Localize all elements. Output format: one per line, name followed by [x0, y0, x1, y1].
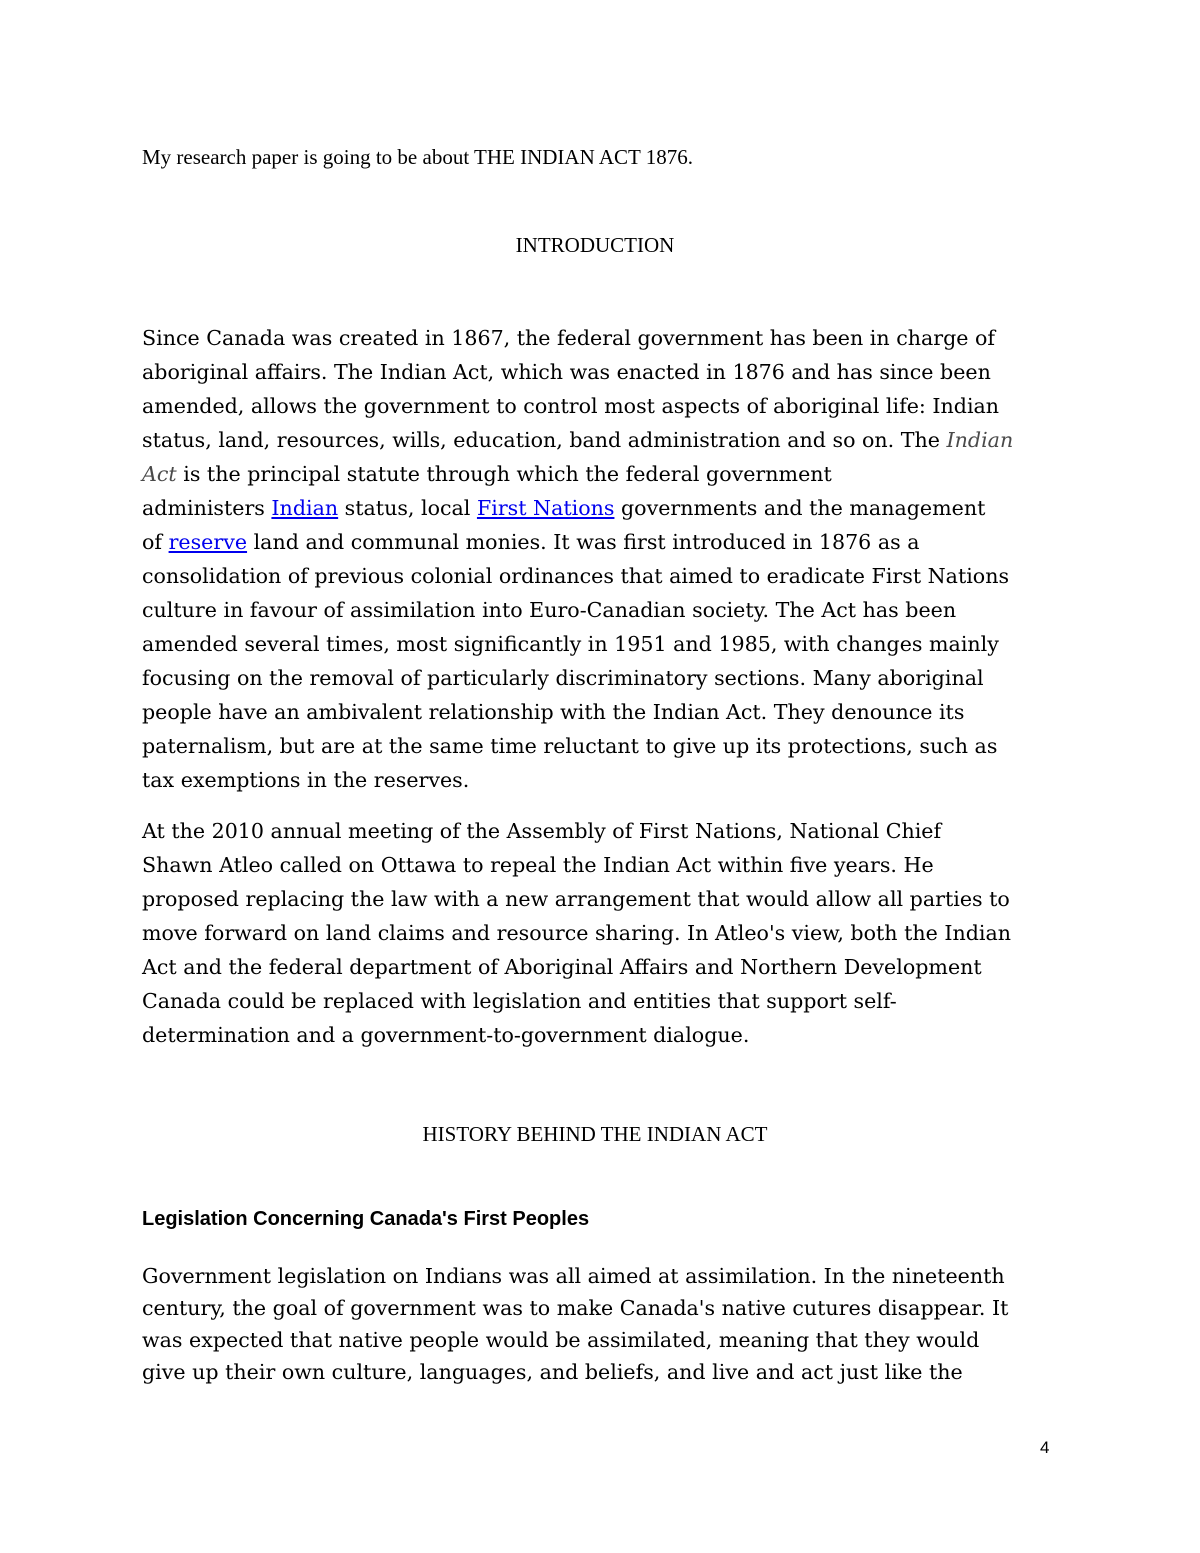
text-line: Shawn Atleo called on Ottawa to repeal the Indian Act within five years. He	[142, 853, 934, 877]
text-line: paternalism, but are at the same time reluctant to give up its protections, such as	[142, 734, 998, 758]
text-run: status, local	[338, 496, 477, 520]
text-line: focusing on the removal of particularly discriminatory sections. Many aboriginal	[142, 666, 984, 690]
text-line: Government legislation on Indians was all aimed at assimilation. In the nineteenth	[142, 1264, 1005, 1288]
text-run: land and communal monies. It was first introduced in 1876 as a	[247, 530, 920, 554]
text-line: determination and a government-to-government dialogue.	[142, 1023, 750, 1047]
page-number: 4	[1040, 1438, 1050, 1457]
text-line: proposed replacing the law with a new arrangement that would allow all parties to	[142, 887, 1010, 911]
introduction-heading: INTRODUCTION	[515, 233, 675, 257]
text-run: administers	[142, 496, 272, 520]
indian-link[interactable]: Indian	[271, 496, 339, 520]
text-line	[142, 457, 1057, 491]
history-heading: HISTORY BEHIND THE INDIAN ACT	[422, 1122, 768, 1146]
reserve-link[interactable]: reserve	[168, 530, 248, 554]
first-nations-link[interactable]: First Nations	[476, 496, 615, 520]
opening-line: My research paper is going to be about THE INDIAN ACT 1876.	[142, 145, 693, 169]
italic-text: Indian	[946, 428, 1014, 452]
text-line: consolidation of previous colonial ordinances that aimed to eradicate First Nations	[142, 564, 1010, 588]
text-line: culture in favour of assimilation into Euro-Canadian society. The Act has been	[142, 598, 957, 622]
text-line: move forward on land claims and resource sharing. In Atleo's view, both the Indian	[142, 921, 1012, 945]
text-run: of	[142, 530, 169, 554]
text-line: amended several times, most significantly in 1951 and 1985, with changes mainly	[142, 632, 999, 656]
text-run: status, land, resources, wills, education, band administration and so on. The	[142, 428, 947, 452]
text-line	[142, 525, 1057, 559]
text-line	[142, 423, 1057, 457]
text-run: governments and the management	[614, 496, 986, 520]
text-line: tax exemptions in the reserves.	[142, 768, 470, 792]
text-line: aboriginal affairs. The Indian Act, which was enacted in 1876 and has since been	[142, 360, 991, 384]
text-line: Act and the federal department of Aboriginal Affairs and Northern Development	[142, 955, 982, 979]
legislation-paragraph	[142, 1260, 1057, 1388]
text-line: Canada could be replaced with legislation and entities that support self-	[142, 989, 897, 1013]
text-line	[142, 491, 1057, 525]
text-line: Since Canada was created in 1867, the federal government has been in charge of	[142, 326, 996, 350]
text-line: At the 2010 annual meeting of the Assembly of First Nations, National Chief	[142, 819, 942, 843]
text-line: amended, allows the government to control most aspects of aboriginal life: Indian	[142, 394, 1000, 418]
text-line: give up their own culture, languages, and beliefs, and live and act just like the	[142, 1360, 963, 1384]
italic-text: Act	[142, 462, 177, 486]
legislation-subheading: Legislation Concerning Canada's First Peoples	[142, 1208, 590, 1230]
text-line: century, the goal of government was to make Canada's native cutures disappear. It	[142, 1296, 1009, 1320]
text-line: people have an ambivalent relationship with the Indian Act. They denounce its	[142, 700, 965, 724]
atleo-paragraph	[142, 814, 1057, 1052]
text-run: is the principal statute through which the federal government	[176, 462, 832, 486]
introduction-paragraph	[142, 321, 1057, 797]
text-line: was expected that native people would be assimilated, meaning that they would	[142, 1328, 980, 1352]
